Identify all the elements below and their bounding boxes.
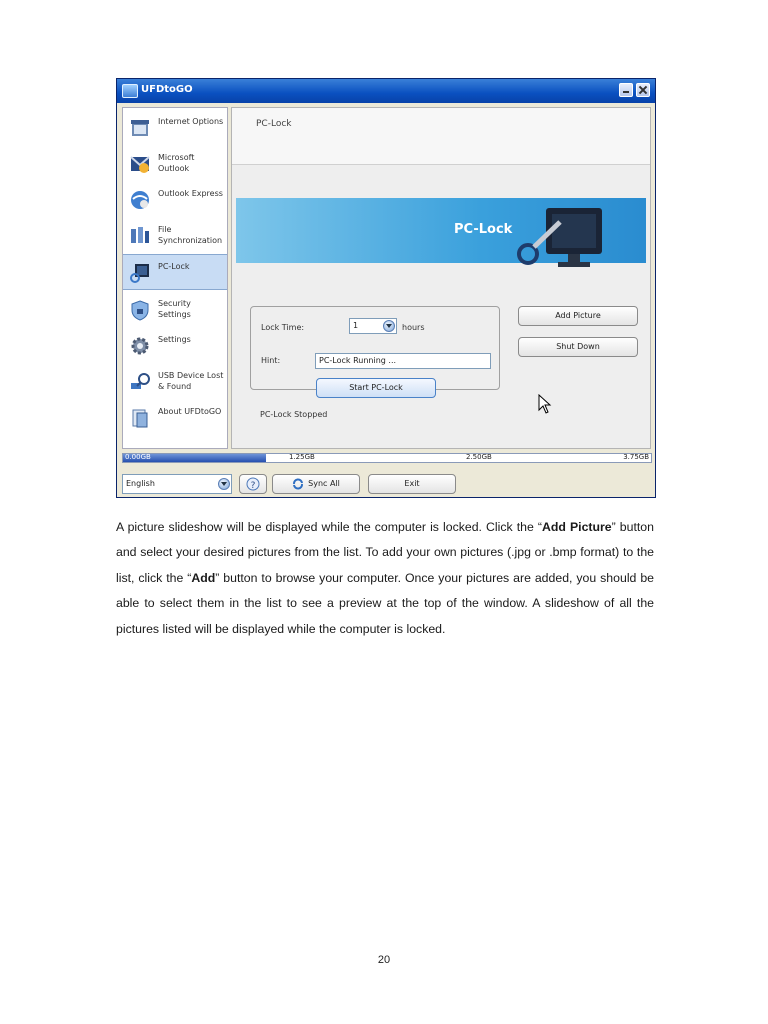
usb-lost-found-icon bbox=[129, 371, 151, 393]
sidebar bbox=[122, 107, 228, 449]
app-icon bbox=[122, 84, 138, 98]
about-icon bbox=[129, 407, 151, 429]
title-bar[interactable] bbox=[117, 79, 655, 103]
sidebar-item-label: Microsoft Outlook bbox=[158, 153, 195, 173]
body-paragraph bbox=[116, 515, 654, 642]
banner-title: PC-Lock bbox=[454, 222, 513, 237]
window-title: UFDtoGO bbox=[141, 84, 193, 95]
sidebar-item-label: Internet Options bbox=[158, 117, 224, 126]
sidebar-item-label: Settings bbox=[158, 335, 191, 344]
sidebar-item-label: Outlook Express bbox=[158, 189, 223, 198]
minimize-button[interactable] bbox=[619, 83, 633, 97]
gear-icon bbox=[129, 335, 151, 357]
paragraph-text: ” button to browse your computer. Once your pictures are added, you should be able to select them in the list to see a preview at the top of the window. A slideshow of all the pictures listed will be displayed while the computer is locked. bbox=[116, 570, 655, 636]
file-sync-icon bbox=[129, 225, 151, 247]
lock-time-value: 1 bbox=[353, 321, 359, 330]
hint-field[interactable]: PC-Lock Running ... bbox=[315, 353, 491, 369]
storage-tick-label: 0.00GB bbox=[125, 453, 151, 461]
sidebar-item-label: USB Device Lost & Found bbox=[158, 371, 224, 391]
monitor-key-icon bbox=[510, 202, 620, 272]
sidebar-item-label: PC-Lock bbox=[158, 262, 190, 271]
pc-lock-panel bbox=[231, 107, 651, 449]
paragraph-text: A picture slideshow will be displayed while the computer is locked. Click the “ bbox=[116, 520, 542, 534]
add-picture-button[interactable]: Add Picture bbox=[518, 306, 638, 326]
chevron-down-icon[interactable] bbox=[218, 478, 230, 490]
sidebar-item-outlook-express[interactable] bbox=[123, 182, 227, 218]
bold-text: Add Picture bbox=[541, 520, 612, 534]
help-icon bbox=[246, 477, 260, 491]
storage-tick-label: 2.50GB bbox=[466, 453, 492, 461]
page-number: 20 bbox=[377, 954, 391, 966]
sidebar-item-internet-options[interactable] bbox=[123, 110, 227, 146]
help-button[interactable] bbox=[239, 474, 267, 494]
section-title: PC-Lock bbox=[256, 119, 292, 129]
exit-button[interactable]: Exit bbox=[368, 474, 456, 494]
lock-status: PC-Lock Stopped bbox=[260, 410, 328, 419]
svg-text:?: ? bbox=[250, 481, 256, 491]
internet-options-icon bbox=[129, 117, 151, 139]
paragraph-text: ” button and select your desired pictures from the list. To add your own pictures (.jpg or .bmp format) to the list, click the “ bbox=[116, 520, 654, 585]
pc-lock-icon bbox=[129, 262, 151, 284]
hint-label: Hint: bbox=[261, 356, 281, 365]
sidebar-item-label: Security Settings bbox=[158, 299, 191, 319]
chevron-down-icon[interactable] bbox=[383, 320, 395, 332]
sync-icon bbox=[292, 478, 304, 490]
sidebar-item-label: File Synchronization bbox=[158, 225, 223, 245]
lock-time-stepper[interactable] bbox=[349, 318, 397, 334]
content-header bbox=[232, 108, 650, 165]
sidebar-item-settings[interactable] bbox=[123, 328, 227, 364]
security-icon bbox=[129, 299, 151, 321]
lock-time-label: Lock Time: bbox=[261, 323, 305, 332]
outlook-express-icon bbox=[129, 189, 151, 211]
lock-time-unit: hours bbox=[402, 323, 425, 332]
shut-down-button[interactable]: Shut Down bbox=[518, 337, 638, 357]
sidebar-item-security-settings[interactable] bbox=[123, 292, 227, 328]
outlook-icon bbox=[129, 153, 151, 175]
sidebar-item-usb-lost-found[interactable] bbox=[123, 364, 227, 400]
language-value: English bbox=[126, 479, 155, 488]
close-button[interactable] bbox=[636, 83, 650, 97]
pc-lock-banner bbox=[236, 198, 646, 263]
sidebar-item-pc-lock[interactable] bbox=[123, 254, 227, 290]
storage-tick-label: 3.75GB bbox=[623, 453, 649, 461]
storage-tick-label: 1.25GB bbox=[289, 453, 315, 461]
sidebar-item-label: About UFDtoGO bbox=[158, 407, 222, 416]
sidebar-item-about[interactable] bbox=[123, 400, 227, 436]
start-pc-lock-button[interactable]: Start PC-Lock bbox=[316, 378, 436, 398]
sync-all-label: Sync All bbox=[308, 479, 340, 488]
sync-all-button[interactable] bbox=[272, 474, 360, 494]
sidebar-item-microsoft-outlook[interactable] bbox=[123, 146, 227, 182]
mouse-cursor-icon bbox=[538, 394, 552, 414]
storage-usage-bar bbox=[122, 453, 652, 463]
language-select[interactable] bbox=[122, 474, 232, 494]
app-window bbox=[116, 78, 656, 498]
bold-text: Add bbox=[191, 570, 216, 585]
sidebar-item-file-synchronization[interactable] bbox=[123, 218, 227, 254]
